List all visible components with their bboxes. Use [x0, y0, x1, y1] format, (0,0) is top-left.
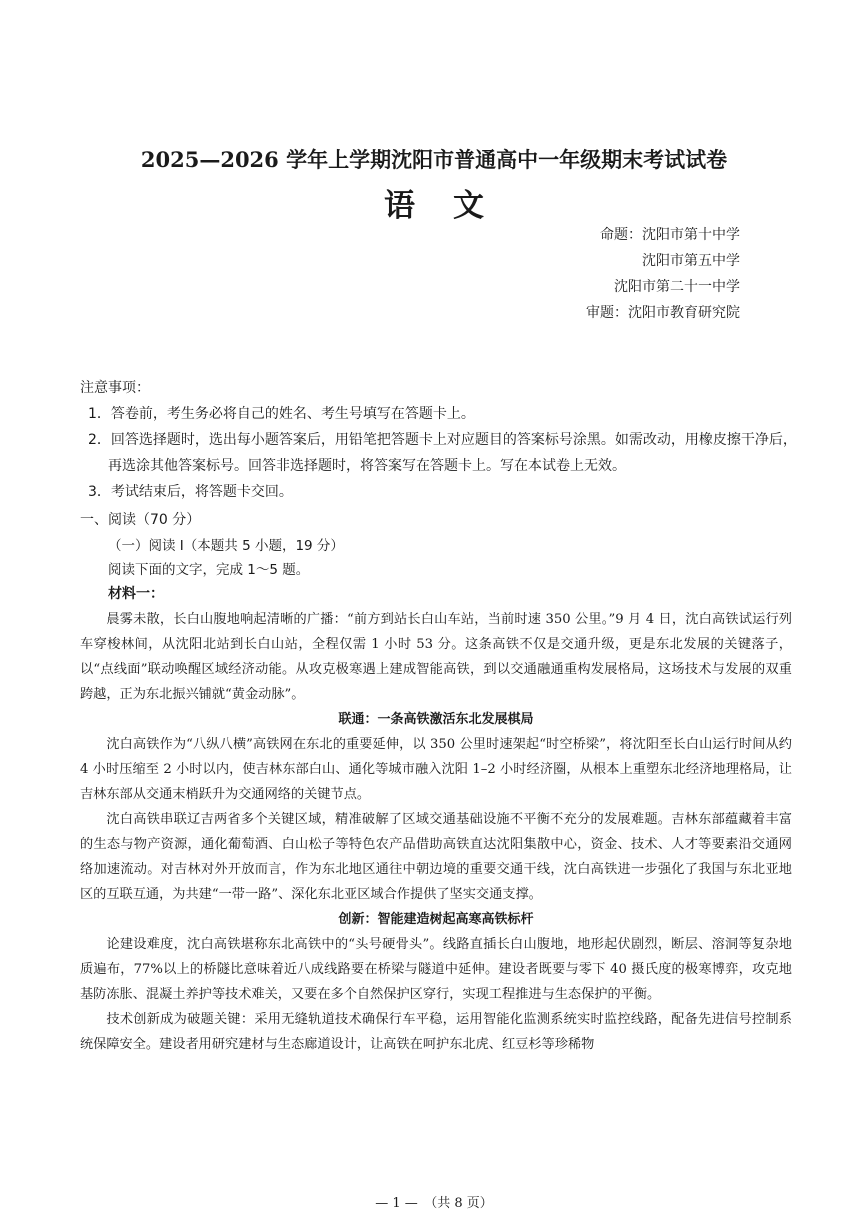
notes-heading: 注意事项：	[80, 380, 150, 396]
article-subheading: 创新：智能建造树起高寒高铁标杆	[338, 912, 534, 927]
article-subheading: 联通：一条高铁激活东北发展棋局	[338, 712, 534, 727]
instruction-text: 阅读下面的文字，完成 1～5 题。	[108, 562, 310, 578]
subpart-heading: （一）阅读 I（本题共 5 小题，19 分）	[108, 538, 344, 554]
setter-line: 沈阳市第五中学	[642, 253, 740, 269]
article-paragraph: 晨雾未散，长白山腹地响起清晰的广播：“前方到站长白山车站，当前时速 350 公里。”9 月 4 日，沈白高铁试运行列车穿梭林间，从沈阳北站到长白山站，全程仅需 1 小时 53 分。这条高铁不仅是交通升级，更是东北发展的关键落子，以“点线面”联动唤醒区域经济动能。从攻克极寒遇上建成智能高铁，到以交通融通重构发展格局，这场技术与发展的双重跨越，正为东北振兴铺就“黄金动脉”。	[80, 612, 792, 702]
setter-line: 命题：沈阳市第十中学	[600, 227, 740, 243]
reviewer-line: 审题：沈阳市教育研究院	[586, 305, 740, 321]
page-footer: — 1 — （共 8 页）	[375, 1196, 493, 1211]
part-heading: 一、阅读（70 分）	[80, 512, 201, 528]
article-body	[80, 607, 792, 1057]
subject-title: 语文	[384, 188, 522, 224]
article-paragraph: 沈白高铁串联辽吉两省多个关键区域，精准破解了区域交通基础设施不平衡不充分的发展难题。吉林东部蕴藏着丰富的生态与物产资源，通化葡萄酒、白山松子等特色农产品借助高铁直达沈阳集散中心，资金、技术、人才等要素沿交通网络加速流动。对吉林对外开放而言，作为东北地区通往中朝边境的重要交通干线，沈白高铁进一步强化了我国与东北亚地区的互联互通，为共建“一带一路”、深化东北亚区域合作提供了坚实交通支撑。	[80, 812, 792, 902]
article-paragraph: 技术创新成为破题关键：采用无缝轨道技术确保行车平稳，运用智能化监测系统实时监控线路，配备先进信号控制系统保障安全。建设者用研究建材与生态廊道设计，让高铁在呵护东北虎、红豆杉等珍稀物	[80, 1012, 792, 1052]
notes-item: 1．答卷前，考生务必将自己的姓名、考生号填写在答题卡上。	[88, 406, 475, 422]
notes-item: 2．回答选择题时，选出每小题答案后，用铅笔把答题卡上对应题目的答案标号涂黑。如需改动，用橡皮擦干净后，再选涂其他答案标号。回答非选择题时，将答案写在答题卡上。写在本试卷上无效。	[88, 432, 797, 474]
notes-block	[80, 375, 800, 505]
setter-line: 沈阳市第二十一中学	[614, 279, 740, 295]
article-paragraph: 论建设难度，沈白高铁堪称东北高铁中的“头号硬骨头”。线路直插长白山腹地，地形起伏剧烈，断层、溶洞等复杂地质遍布，77%以上的桥隧比意味着近八成线路要在桥梁与隧道中延伸。建设者既要与零下 40 摄氏度的极寒博弈，攻克地基防冻胀、混凝土养护等技术难关，又要在多个自然保护区穿行，实现工程推进与生态保护的平衡。	[80, 937, 792, 1002]
material-label: 材料一：	[108, 586, 164, 602]
article-paragraph: 沈白高铁作为“八纵八横”高铁网在东北的重要延伸，以 350 公里时速架起“时空桥梁”，将沈阳至长白山运行时间从约 4 小时压缩至 2 小时以内，使吉林东部白山、通化等城市融入沈阳 1–2 小时经济圈，从根本上重塑东北经济地理格局，让吉林东部从交通末梢跃升为交通网络的关键节点。	[80, 737, 792, 802]
setters-block	[500, 222, 740, 326]
exam-title: 2025—2026 学年上学期沈阳市普通高中一年级期末考试试卷	[140, 147, 728, 172]
notes-item: 3．考试结束后，将答题卡交回。	[88, 484, 293, 500]
